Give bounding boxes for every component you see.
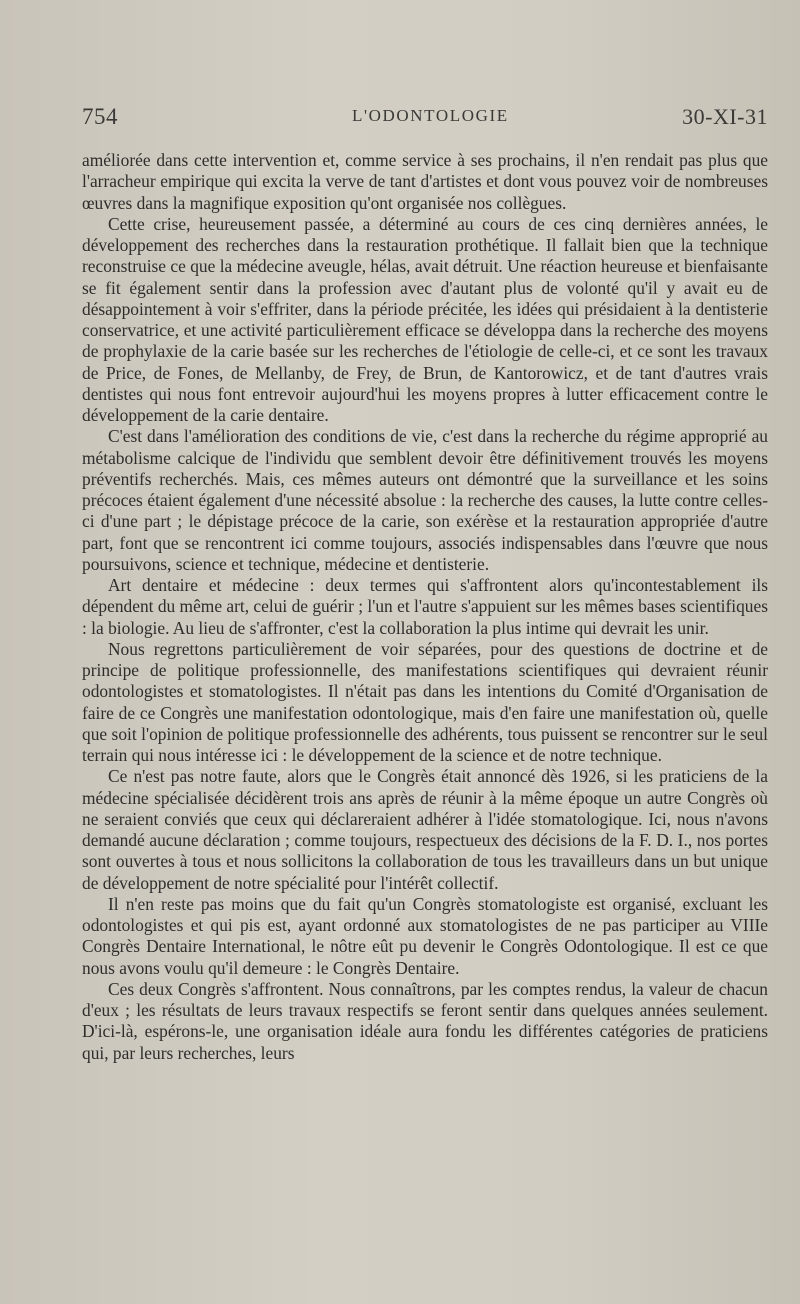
page-number: 754 [82, 104, 118, 129]
paragraph: Cette crise, heureusement passée, a déterminé au cours de ces cinq dernières années, le développement des recherches dans la restauration prothétique. Il fallait bien que la technique reconstruise ce que la médecine aveugle, hélas, avait détruit. Une réaction heureuse et bienfaisante se fit également sentir dans la profession avec d'autant plus de volonté qu'il y avait eu de désappointement à voir s'effriter, dans la période précitée, les idées qui présidaient à la dentisterie conservatrice, et une activité particulièrement efficace se développa dans la recherche des moyens de prophylaxie de la carie basée sur les recherches de l'étiologie de celle-ci, et ce sont les travaux de Price, de Fones, de Mellanby, de Frey, de Brun, de Kantorowicz, et de tant d'autres vrais dentistes qui nous font entrevoir aujourd'hui les moyens propres à lutter efficacement contre le développement de la carie dentaire. [82, 213, 768, 425]
paragraph: améliorée dans cette intervention et, comme service à ses prochains, il n'en rendait pas plus que l'arracheur empirique qui excita la verve de tant d'artistes et dont vous pouvez voir de nombreuses œuvres dans la magnifique exposition qu'ont organisée nos collègues. [82, 150, 768, 213]
header-date: 30-XI-31 [682, 104, 768, 129]
paragraph: Il n'en reste pas moins que du fait qu'un Congrès stomatologiste est organisé, excluant les odontologistes et qui pis est, ayant ordonné aux stomatologistes de ne pas participer au VIIIe Congrès Dentaire International, le nôtre eût pu devenir le Congrès Odontologique. Il est ce que nous avons voulu qu'il demeure : le Congrès Dentaire. [82, 893, 768, 978]
running-title: L'ODONTOLOGIE [352, 106, 509, 125]
page-header [82, 102, 772, 132]
paragraph: Nous regrettons particulièrement de voir séparées, pour des questions de doctrine et de principe de politique professionnelle, des manifestations scientifiques qui devraient réunir odontologistes et stomatologistes. Il n'était pas dans les intentions du Comité d'Organisation de faire de ce Congrès une manifestation odontologique, mais d'en faire une manifestation où, quelle que soit l'opinion de politique professionnelle des adhérents, tous puissent se rencontrer sur le seul terrain qui nous intéresse ici : le développement de la science et de notre technique. [82, 638, 768, 765]
paragraph: Art dentaire et médecine : deux termes qui s'affrontent alors qu'incontestablement ils dépendent du même art, celui de guérir ; l'un et l'autre s'appuient sur les mêmes bases scientifiques : la biologie. Au lieu de s'affronter, c'est la collaboration la plus intime qui devrait les unir. [82, 575, 768, 638]
paragraph: C'est dans l'amélioration des conditions de vie, c'est dans la recherche du régime approprié au métabolisme calcique de l'individu que semblent devoir être définitivement trouvés les moyens préventifs recherchés. Mais, ces mêmes auteurs ont démontré que la surveillance et les soins précoces étaient également d'une nécessité absolue : la recherche des causes, la lutte contre celles-ci d'une part ; le dépistage précoce de la carie, son exérèse et la restauration appropriée d'autre part, font que se rencontrent ici comme toujours, associés indispensables dans l'œuvre que nous poursuivons, science et technique, médecine et dentisterie. [82, 426, 768, 574]
paragraph: Ce n'est pas notre faute, alors que le Congrès était annoncé dès 1926, si les praticiens de la médecine spécialisée décidèrent trois ans après de réunir à la même époque un autre Congrès où ne seraient conviés que ceux qui déclareraient adhérer à l'idée stomatologique. Ici, nous n'avons demandé aucune déclaration ; comme toujours, respectueux des décisions de la F. D. I., nos portes sont ouvertes à tous et nous sollicitons la collaboration de tous les travailleurs dans un but unique de développement de notre spécialité pour l'intérêt collectif. [82, 766, 768, 893]
body-text [82, 150, 768, 1064]
paragraph: Ces deux Congrès s'affrontent. Nous connaîtrons, par les comptes rendus, la valeur de chacun d'eux ; les résultats de leurs travaux respectifs se feront sentir dans quelques années seulement. D'ici-là, espérons-le, une organisation idéale aura fondu les différentes catégories de praticiens qui, par leurs recherches, leurs [82, 978, 768, 1063]
